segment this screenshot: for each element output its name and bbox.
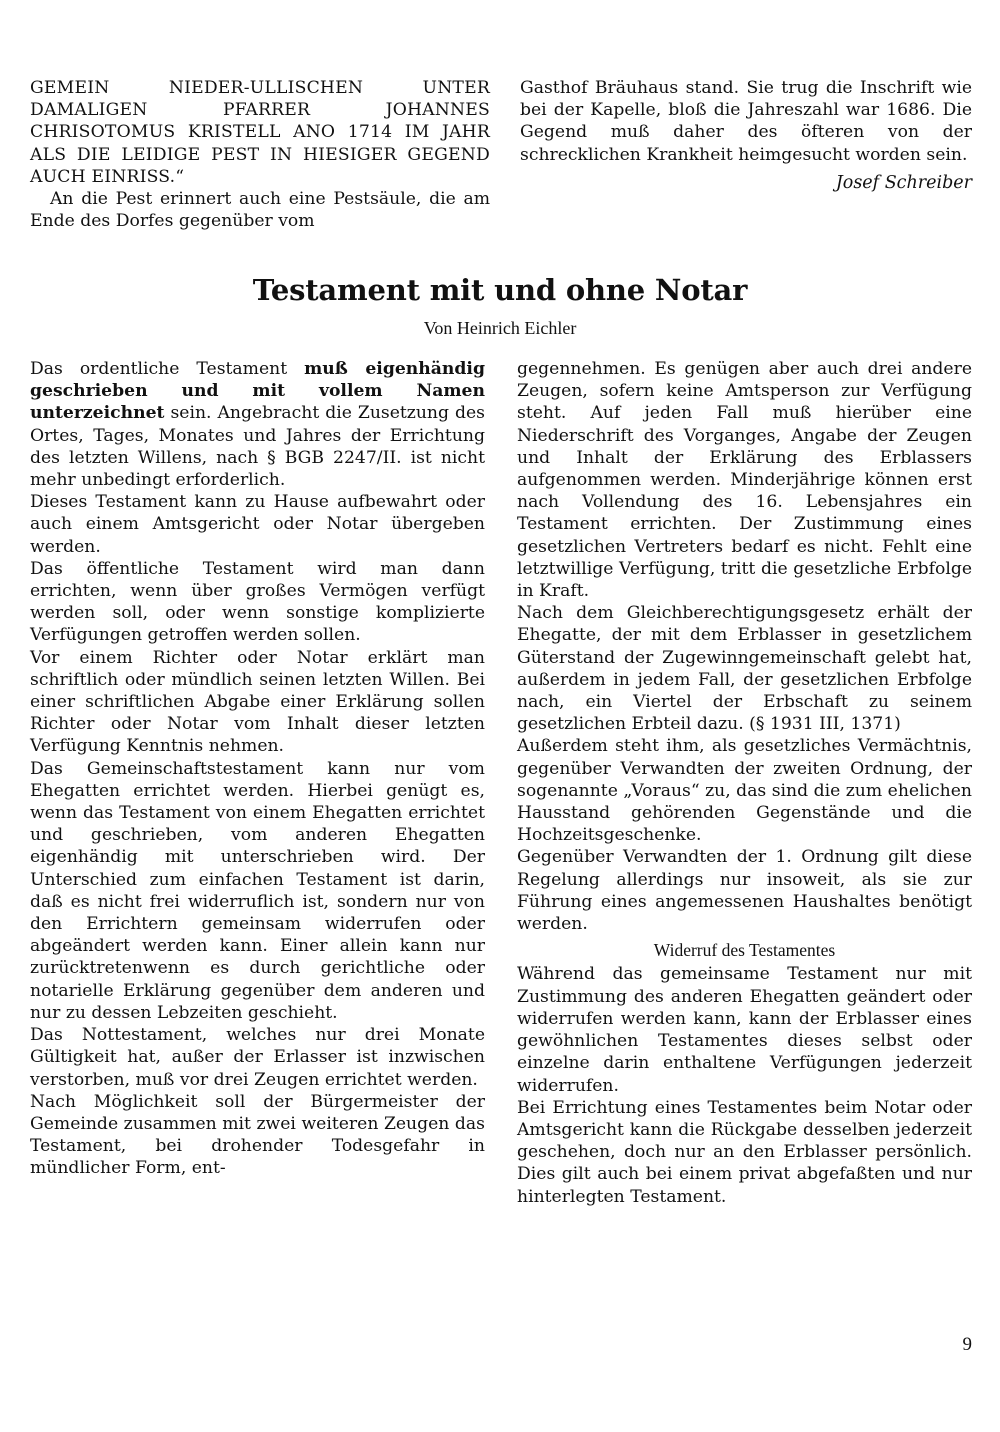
- paragraph: Außerdem steht ihm, als gesetzliches Vermächtnis, gegenüber Verwandten der zweiten Ordnung, der sogenannte „Voraus“ zu, das sind die zum ehelichen Hausstand gehörenden Gegenstände und die Hochzeitsgeschenke.: [517, 736, 972, 846]
- inscription-text: GEMEIN NIEDER-ULLISCHEN UNTER DAMALIGEN PFARRER JOHANNES CHRISOTOMUS KRISTELL ANO 1714 IM JAHR ALS DIE LEIDIGE PEST IN HIESIGER GEGEND AUCH EINRISS.“: [30, 78, 490, 187]
- paragraph: Bei Errichtung eines Testamentes beim Notar oder Amtsgericht kann die Rückgabe desselben jederzeit geschehen, doch nur an den Erblasser persönlich. Dies gilt auch bei einem privat abgefaßten und nur hinterlegten Testament.: [517, 1097, 972, 1207]
- bold-text: muß eigenhändig geschrieben und mit vollem Namen unterzeichnet: [30, 359, 485, 424]
- paragraph: [30, 358, 485, 491]
- article-left-column: [30, 358, 485, 1180]
- previous-article-left-column: [30, 77, 490, 232]
- paragraph: Das öffentliche Testament wird man dann errichten, wenn über großes Vermögen verfügt werden soll, oder wenn sonstige komplizierte Verfügungen getroffen werden sollen.: [30, 558, 485, 646]
- paragraph: Gegenüber Verwandten der 1. Ordnung gilt diese Regelung allerdings nur insoweit, als sie zur Führung eines angemessenen Haushaltes benötigt werden.: [517, 847, 972, 935]
- author-signature: Josef Schreiber: [835, 172, 972, 193]
- text-run: sein. Angebracht die Zusetzung des Ortes, Tages, Monates und Jahres der Errichtung des letzten Willens, nach § BGB 2247/II. ist nicht mehr unbedingt erforderlich.: [30, 403, 485, 491]
- paragraph: Nach dem Gleichberechtigungsgesetz erhält der Ehegatte, der mit dem Erblasser in gesetzlichem Güterstand der Zugewinngemeinschaft gelebt hat, außerdem in jedem Fall, der gesetzlichen Erbfolge nach, ein Viertel der Erbschaft zu seinem gesetzlichen Erbteil dazu. (§ 1931 III, 1371): [517, 603, 972, 735]
- text-run: Das ordentliche Testament: [30, 359, 305, 379]
- paragraph: An die Pest erinnert auch eine Pestsäule, die am Ende des Dorfes gegenüber vom: [30, 189, 490, 232]
- paragraph: Vor einem Richter oder Notar erklärt man schriftlich oder mündlich seinen letzten Willen. Bei einer schriftlichen Abgabe einer Erklärung sollen Richter oder Notar vom Inhalt dieser letzten Verfügung Kenntnis nehmen.: [30, 647, 485, 757]
- page-number: 9: [962, 1334, 972, 1355]
- previous-article-right-column: [520, 77, 972, 194]
- paragraph: Gasthof Bräuhaus stand. Sie trug die Inschrift wie bei der Kapelle, bloß die Jahreszahl war 1686. Die Gegend muß daher des öfteren von der schrecklichen Krankheit heimgesucht worden sein.: [520, 78, 972, 165]
- paragraph: Während das gemeinsame Testament nur mit Zustimmung des anderen Ehegatten geändert oder widerrufen werden kann, kann der Erblasser eines gewöhnlichen Testamentes dieses selbst oder einzelne darin enthaltene Verfügungen jederzeit widerrufen.: [517, 964, 972, 1096]
- section-subheading: Widerruf des Testamentes: [653, 940, 836, 961]
- article-byline: Von Heinrich Eichler: [423, 318, 577, 338]
- paragraph: Das Gemeinschaftstestament kann nur vom Ehegatten errichtet werden. Hierbei genügt es, wenn das Testament von einem Ehegatten errichtet und geschrieben, vom anderen Ehegatten eigenhändig mit unterschrieben wird. Der Unterschied zum einfachen Testament ist darin, daß es nicht frei widerruflich ist, sondern nur von den Errichtern gemeinsam widerrufen oder abgeändert werden kann. Einer allein kann nur zurücktretenwenn es durch gerichtliche oder notarielle Erklärung gegenüber dem anderen und nur zu dessen Lebzeiten geschieht.: [30, 758, 485, 1023]
- paragraph: gegennehmen. Es genügen aber auch drei andere Zeugen, sofern keine Amtsperson zur Verfügung steht. Auf jeden Fall muß hierüber eine Niederschrift des Vorganges, Angabe der Zeugen und Inhalt der Erklärung des Erblassers aufgenommen werden. Minderjährige können erst nach Vollendung des 16. Lebensjahres ein Testament errichten. Der Zustimmung eines gesetzlichen Vertreters bedarf es nicht. Fehlt eine letztwillige Verfügung, tritt die gesetzliche Erbfolge in Kraft.: [517, 359, 972, 602]
- paragraph: Das Nottestament, welches nur drei Monate Gültigkeit hat, außer der Erlasser ist inzwischen verstorben, muß vor drei Zeugen errichtet werden.: [30, 1025, 485, 1090]
- article-right-column: [517, 358, 972, 1208]
- article-title: Testament mit und ohne Notar: [252, 273, 748, 307]
- paragraph: Nach Möglichkeit soll der Bürgermeister der Gemeinde zusammen mit zwei weiteren Zeugen das Testament, bei drohender Todesgefahr in mündlicher Form, ent-: [30, 1091, 485, 1179]
- paragraph: Dieses Testament kann zu Hause aufbewahrt oder auch einem Amtsgericht oder Notar übergeben werden.: [30, 492, 485, 557]
